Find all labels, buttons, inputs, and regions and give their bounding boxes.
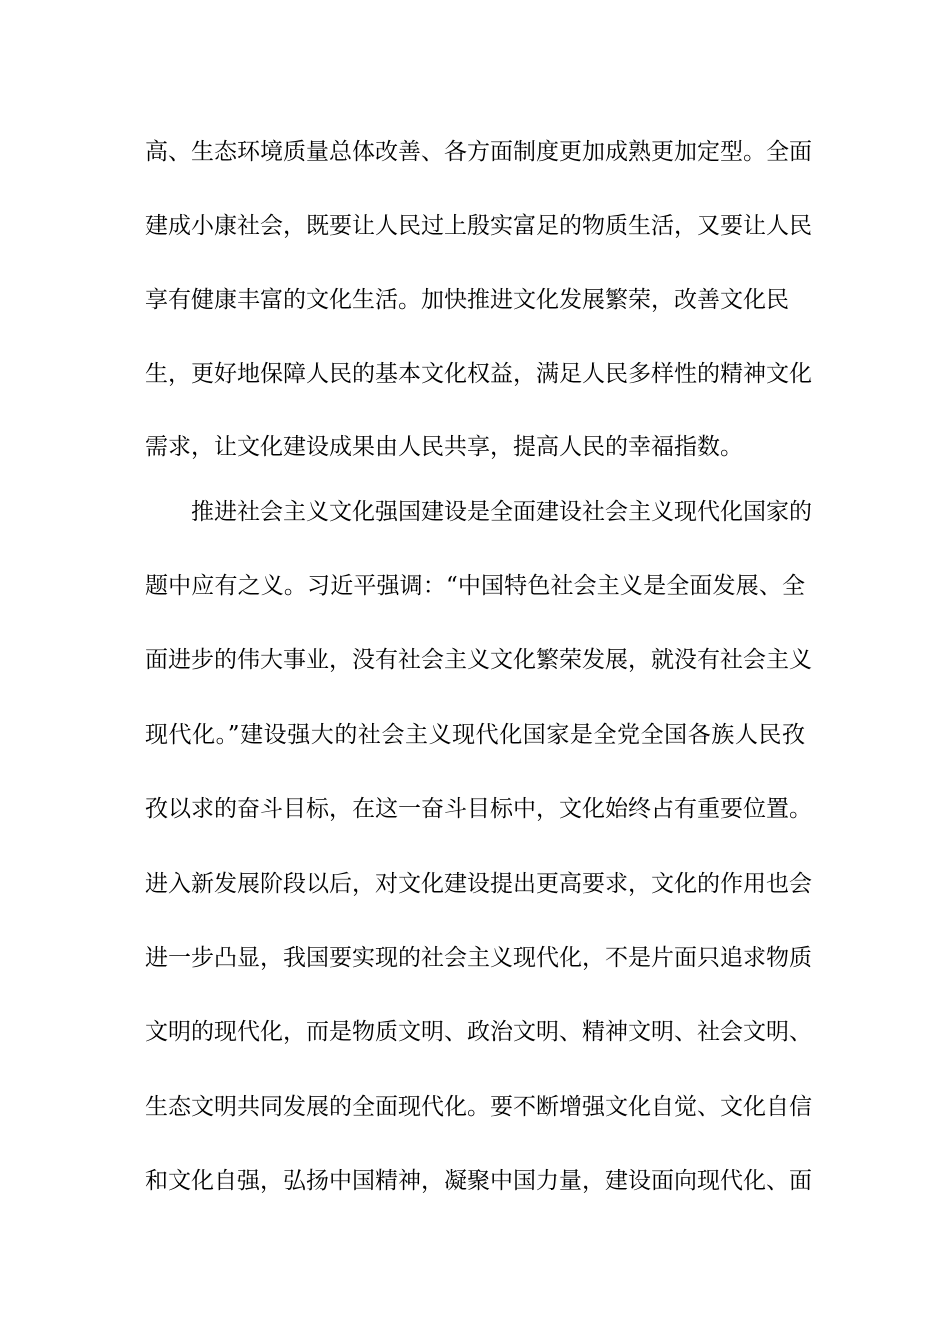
paragraph-line: 孜以求的奋斗目标，在这一奋斗目标中，文化始终占有重要位置。 xyxy=(145,796,812,822)
paragraph-line: 享有健康丰富的文化生活。加快推进文化发展繁荣，改善文化民 xyxy=(145,287,789,313)
paragraph-line: 和文化自强，弘扬中国精神，凝聚中国力量，建设面向现代化、面 xyxy=(145,1168,812,1194)
paragraph-line: 面进步的伟大事业，没有社会主义文化繁荣发展，就没有社会主义 xyxy=(145,647,812,673)
paragraph-line: 题中应有之义。习近平强调：“中国特色社会主义是全面发展、全 xyxy=(145,573,805,599)
paragraph-line: 生态文明共同发展的全面现代化。要不断增强文化自觉、文化自信 xyxy=(145,1094,812,1120)
paragraph-line: 进一步凸显，我国要实现的社会主义现代化，不是片面只追求物质 xyxy=(145,945,812,971)
paragraph-line: 生，更好地保障人民的基本文化权益，满足人民多样性的精神文化 xyxy=(145,361,812,387)
paragraph-line: 文明的现代化，而是物质文明、政治文明、精神文明、社会文明、 xyxy=(145,1019,812,1045)
paragraph-line: 建成小康社会，既要让人民过上殷实富足的物质生活，又要让人民 xyxy=(145,213,812,239)
paragraph-first-line: 推进社会主义文化强国建设是全面建设社会主义现代化国家的 xyxy=(191,499,812,525)
paragraph-line: 需求，让文化建设成果由人民共享，提高人民的幸福指数。 xyxy=(145,434,743,460)
paragraph-line: 高、生态环境质量总体改善、各方面制度更加成熟更加定型。全面 xyxy=(145,139,812,165)
paragraph-line: 现代化。”建设强大的社会主义现代化国家是全党全国各族人民孜 xyxy=(145,722,805,748)
paragraph-line: 进入新发展阶段以后，对文化建设提出更高要求，文化的作用也会 xyxy=(145,871,812,897)
